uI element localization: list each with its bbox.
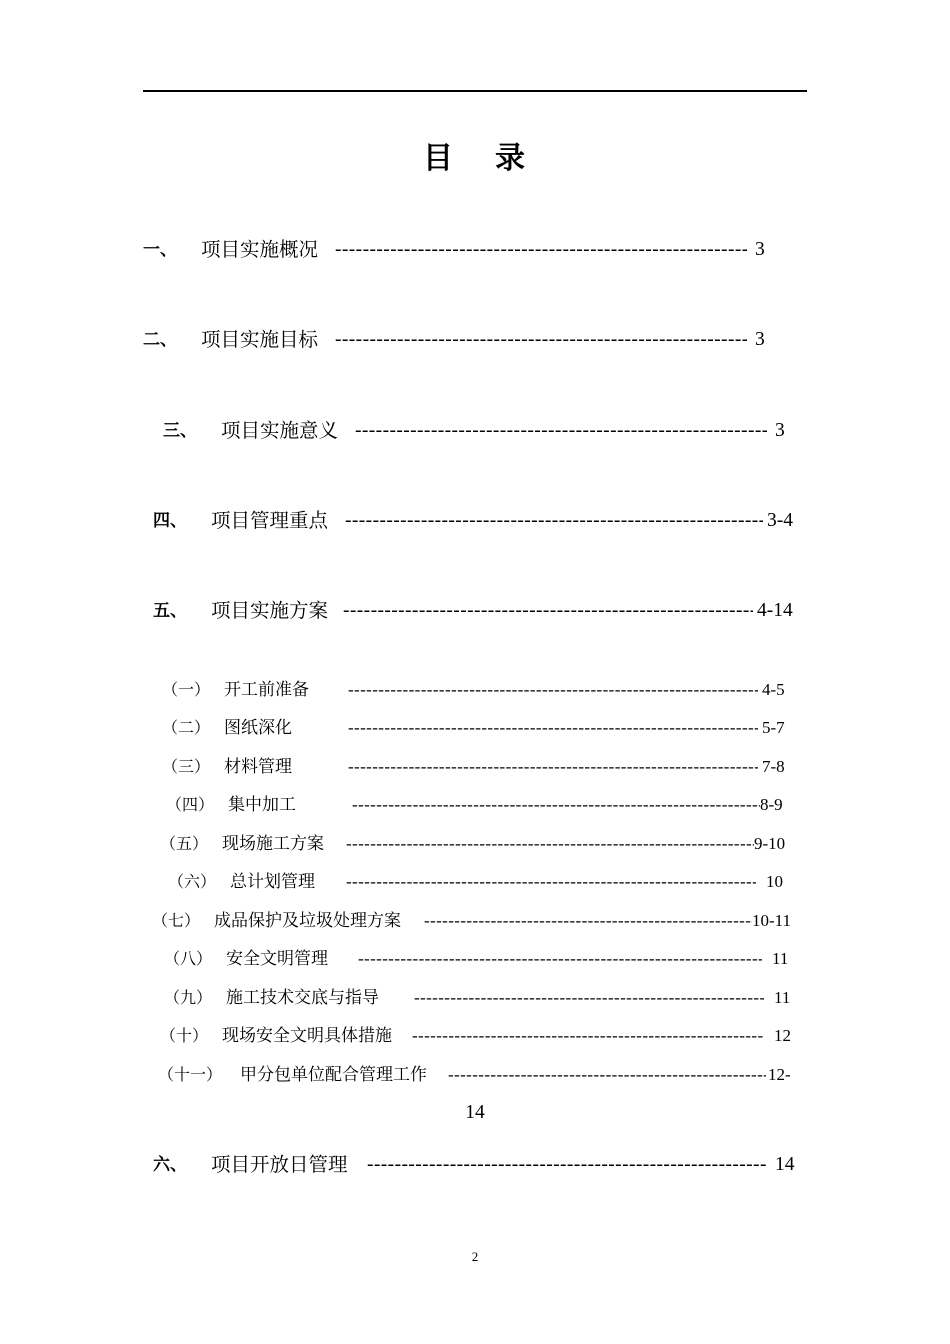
toc-subentry-11[interactable] [158, 1063, 808, 1087]
toc-subentry-3[interactable] [162, 755, 802, 779]
toc-entry-number: 四、 [153, 511, 187, 531]
toc-leader [346, 832, 754, 856]
toc-subentry-title: 安全文明管理 [226, 949, 328, 969]
toc-subentry-title: 施工技术交底与指导 [226, 988, 379, 1008]
toc-leader [367, 1152, 767, 1178]
toc-subentry-2[interactable] [162, 716, 802, 740]
toc-subentry-title: 现场安全文明具体措施 [222, 1026, 392, 1046]
toc-leader [343, 598, 753, 624]
toc-subentry-number: （五） [160, 834, 209, 853]
toc-subentry-6[interactable] [168, 870, 808, 894]
toc-entry-5[interactable] [153, 598, 803, 624]
toc-subentry-page: 11 [772, 949, 789, 968]
toc-subentry-page: 11 [774, 988, 791, 1007]
toc-entry-6[interactable] [153, 1152, 813, 1178]
toc-subentry-number: （八） [164, 949, 213, 968]
toc-title-char-2: 录 [495, 141, 527, 176]
toc-entry-number: 六、 [153, 1155, 187, 1175]
toc-entry-number: 五、 [153, 601, 187, 621]
toc-title [0, 133, 950, 177]
toc-subentry-number: （二） [162, 718, 211, 737]
toc-subentry-7[interactable] [152, 909, 812, 933]
toc-entry-1[interactable] [143, 237, 783, 263]
toc-leader [335, 327, 747, 353]
toc-entry-4[interactable] [153, 508, 803, 534]
header-rule [143, 90, 807, 92]
toc-subentry-title: 现场施工方案 [222, 834, 324, 854]
toc-subentry-title: 甲分包单位配合管理工作 [240, 1065, 427, 1085]
toc-subentry-number: （一） [162, 680, 211, 699]
toc-entry-3[interactable] [163, 418, 803, 444]
toc-subentry-4[interactable] [166, 793, 806, 817]
toc-subentry-1[interactable] [162, 678, 802, 702]
toc-subentry-page: 9-10 [754, 834, 786, 853]
toc-entry-page: 4-14 [757, 600, 793, 621]
toc-entry-number: 一、 [143, 240, 177, 260]
toc-subentry-page: 10 [766, 872, 783, 891]
toc-subentry-title: 总计划管理 [230, 872, 315, 892]
toc-subentry-11-page-continuation: 14 [465, 1102, 485, 1123]
toc-entry-2[interactable] [143, 327, 783, 353]
page-number: 2 [471, 1249, 479, 1264]
toc-subentry-10[interactable] [160, 1024, 805, 1048]
toc-leader [348, 716, 758, 740]
toc-leader [448, 1063, 766, 1087]
toc-subentry-page: 12 [774, 1026, 791, 1045]
toc-entry-number: 二、 [143, 330, 177, 350]
toc-entry-page: 14 [775, 1154, 795, 1175]
toc-entry-title: 项目实施概况 [201, 238, 319, 261]
toc-subentry-title: 集中加工 [228, 795, 296, 815]
toc-subentry-number: （七） [152, 911, 201, 930]
toc-leader [348, 678, 758, 702]
toc-subentry-number: （十） [160, 1026, 209, 1045]
toc-subentry-title: 开工前准备 [224, 680, 309, 700]
toc-entry-page: 3-4 [767, 510, 793, 531]
toc-subentry-title: 材料管理 [224, 757, 292, 777]
toc-leader [346, 870, 756, 894]
toc-leader [358, 947, 762, 971]
toc-subentry-page: 8-9 [760, 795, 783, 814]
toc-subentry-number: （六） [168, 872, 217, 891]
toc-subentry-5[interactable] [160, 832, 800, 856]
toc-entry-title: 项目实施方案 [211, 599, 329, 622]
toc-subentry-page: 4-5 [762, 680, 785, 699]
toc-entry-title: 项目实施目标 [201, 328, 319, 351]
toc-subentry-title: 图纸深化 [224, 718, 292, 738]
toc-entry-number: 三、 [163, 421, 197, 441]
toc-subentry-page: 12- [768, 1065, 791, 1084]
toc-entry-page: 3 [755, 329, 765, 350]
toc-entry-title: 项目管理重点 [211, 509, 329, 532]
toc-subentry-number: （十一） [158, 1065, 223, 1084]
toc-entry-title: 项目开放日管理 [211, 1153, 348, 1176]
toc-subentry-9[interactable] [164, 986, 804, 1010]
toc-subentry-number: （三） [162, 757, 211, 776]
toc-leader [414, 986, 764, 1010]
toc-entry-page: 3 [775, 420, 785, 441]
toc-subentry-title: 成品保护及垃圾处理方案 [214, 911, 401, 931]
toc-leader [355, 418, 767, 444]
toc-subentry-number: （九） [164, 988, 213, 1007]
toc-subentry-8[interactable] [164, 947, 804, 971]
toc-leader [348, 755, 758, 779]
toc-leader [412, 1024, 764, 1048]
toc-subentry-page: 7-8 [762, 757, 785, 776]
toc-subentry-number: （四） [166, 795, 215, 814]
toc-subentry-page: 10-11 [752, 911, 792, 930]
toc-leader [335, 237, 747, 263]
toc-title-char-1: 目 [423, 141, 455, 176]
toc-leader [424, 909, 752, 933]
toc-leader [352, 793, 760, 817]
toc-leader [345, 508, 763, 534]
toc-entry-title: 项目实施意义 [221, 419, 339, 442]
toc-entry-page: 3 [755, 239, 765, 260]
toc-subentry-page: 5-7 [762, 718, 785, 737]
